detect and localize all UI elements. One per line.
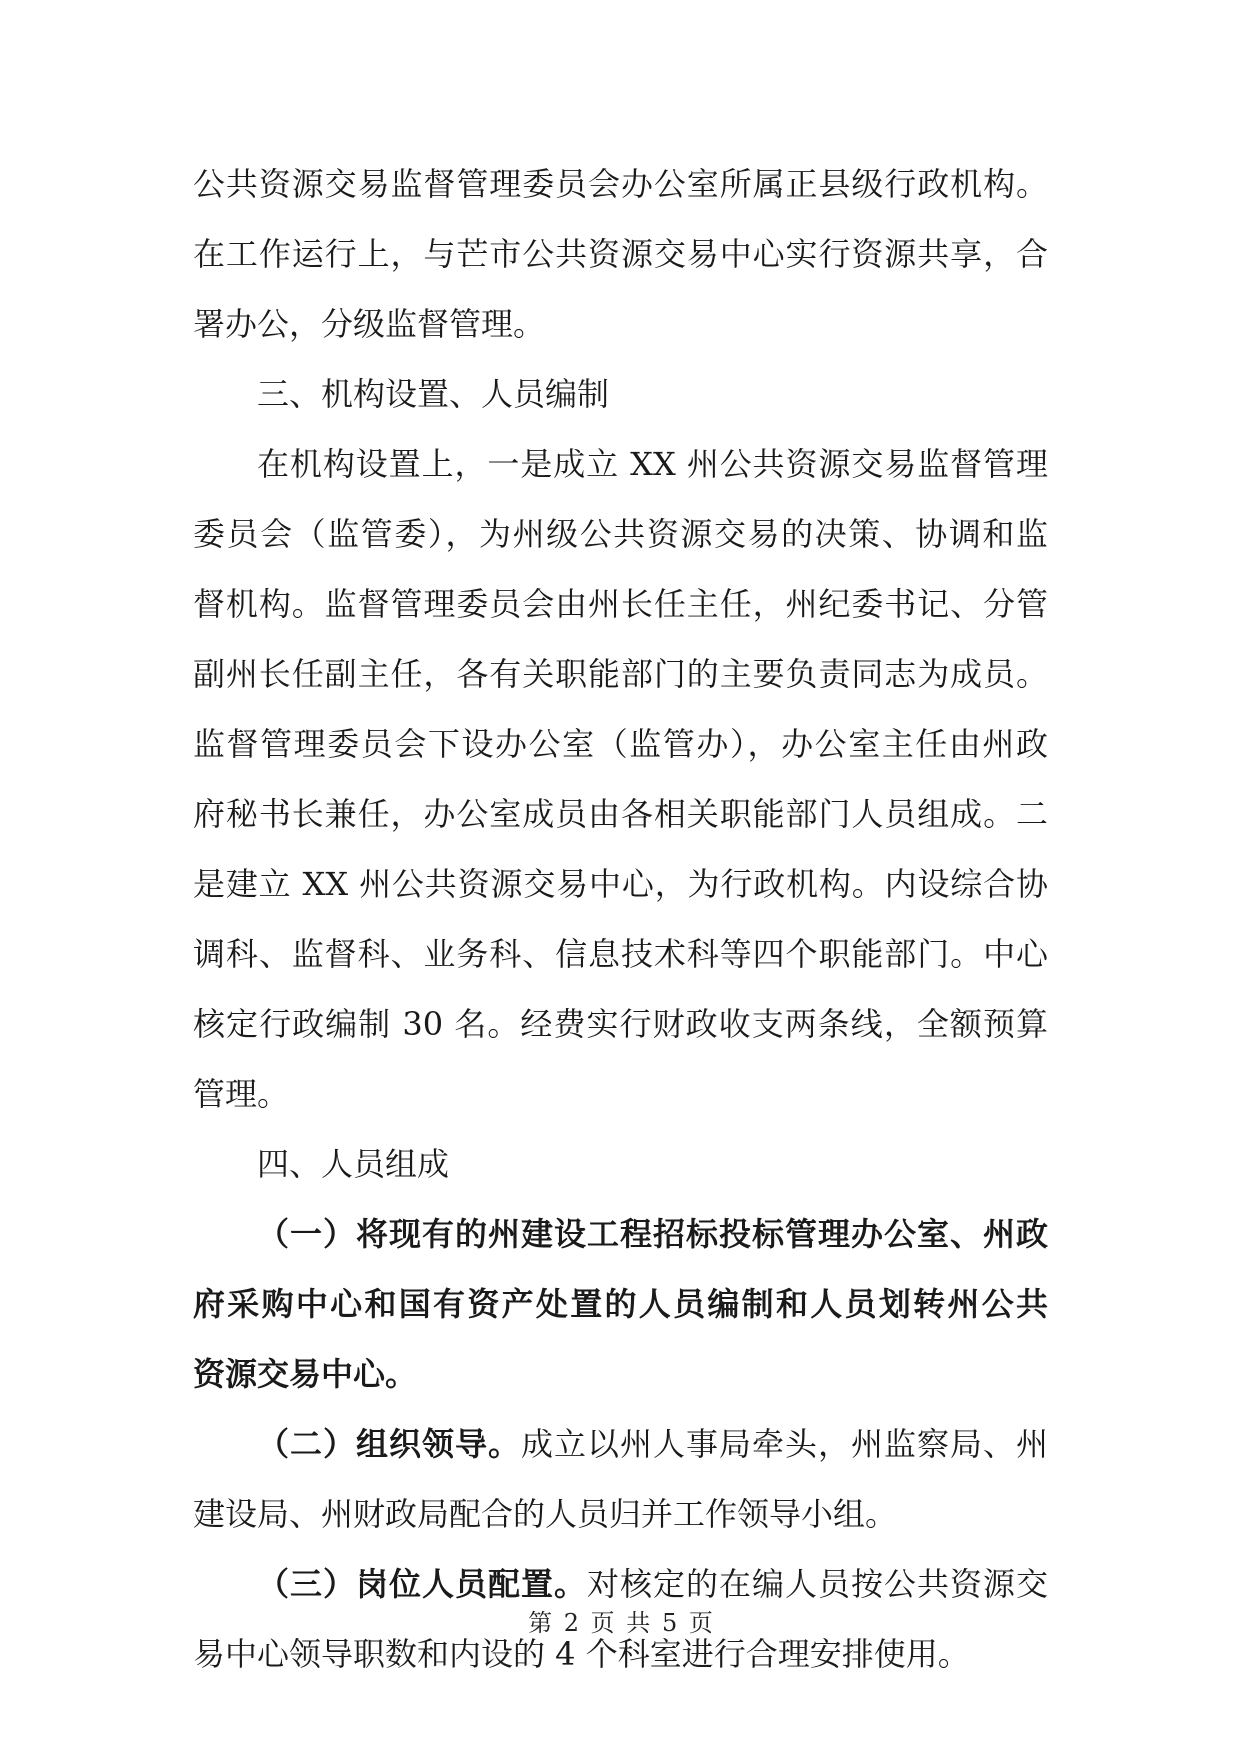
section-heading-3: 三、机构设置、人员编制	[257, 375, 610, 413]
text-line: 委员会（监管委），为州级公共资源交易的决策、协调和监	[193, 515, 1048, 553]
subsection-2-line	[193, 1422, 1048, 1492]
text-line: 署办公，分级监督管理。	[193, 305, 546, 343]
text-line: 在机构设置上，一是成立 XX 州公共资源交易监督管理	[257, 445, 1048, 483]
text-line: 是建立 XX 州公共资源交易中心，为行政机构。内设综合协	[193, 865, 1048, 903]
text-line: 督机构。监督管理委员会由州长任主任，州纪委书记、分管	[193, 585, 1048, 623]
subsection-2-title: （二）组织领导。	[257, 1425, 521, 1463]
text-line: 府秘书长兼任，办公室成员由各相关职能部门人员组成。二	[193, 795, 1048, 833]
page-number-footer: 第 2 页 共 5 页	[528, 1609, 713, 1637]
text-line: 易中心领导职数和内设的 4 个科室进行合理安排使用。	[193, 1635, 970, 1673]
text-line: 公共资源交易监督管理委员会办公室所属正县级行政机构。	[193, 165, 1048, 203]
subsection-1-line: 资源交易中心。	[193, 1355, 418, 1393]
section-heading-4: 四、人员组成	[257, 1145, 450, 1183]
text-line: 监督管理委员会下设办公室（监管办），办公室主任由州政	[193, 725, 1048, 763]
text-line: 建设局、州财政局配合的人员归并工作领导小组。	[193, 1495, 898, 1533]
subsection-1-line: 府采购中心和国有资产处置的人员编制和人员划转州公共	[193, 1285, 1048, 1323]
text-line: 在工作运行上，与芒市公共资源交易中心实行资源共享，合	[193, 235, 1048, 273]
subsection-1-line: （一）将现有的州建设工程招标投标管理办公室、州政	[257, 1215, 1048, 1253]
text-line: 调科、监督科、业务科、信息技术科等四个职能部门。中心	[193, 935, 1048, 973]
document-body	[193, 162, 1048, 1702]
subsection-3-text: 对核定的在编人员按公共资源交	[587, 1565, 1048, 1603]
text-line: 管理。	[193, 1075, 290, 1113]
subsection-3-title: （三）岗位人员配置。	[257, 1565, 587, 1603]
text-line: 核定行政编制 30 名。经费实行财政收支两条线，全额预算	[193, 1005, 1048, 1043]
text-line: 副州长任副主任，各有关职能部门的主要负责同志为成员。	[193, 655, 1048, 693]
subsection-2-text: 成立以州人事局牵头，州监察局、州	[521, 1425, 1048, 1463]
